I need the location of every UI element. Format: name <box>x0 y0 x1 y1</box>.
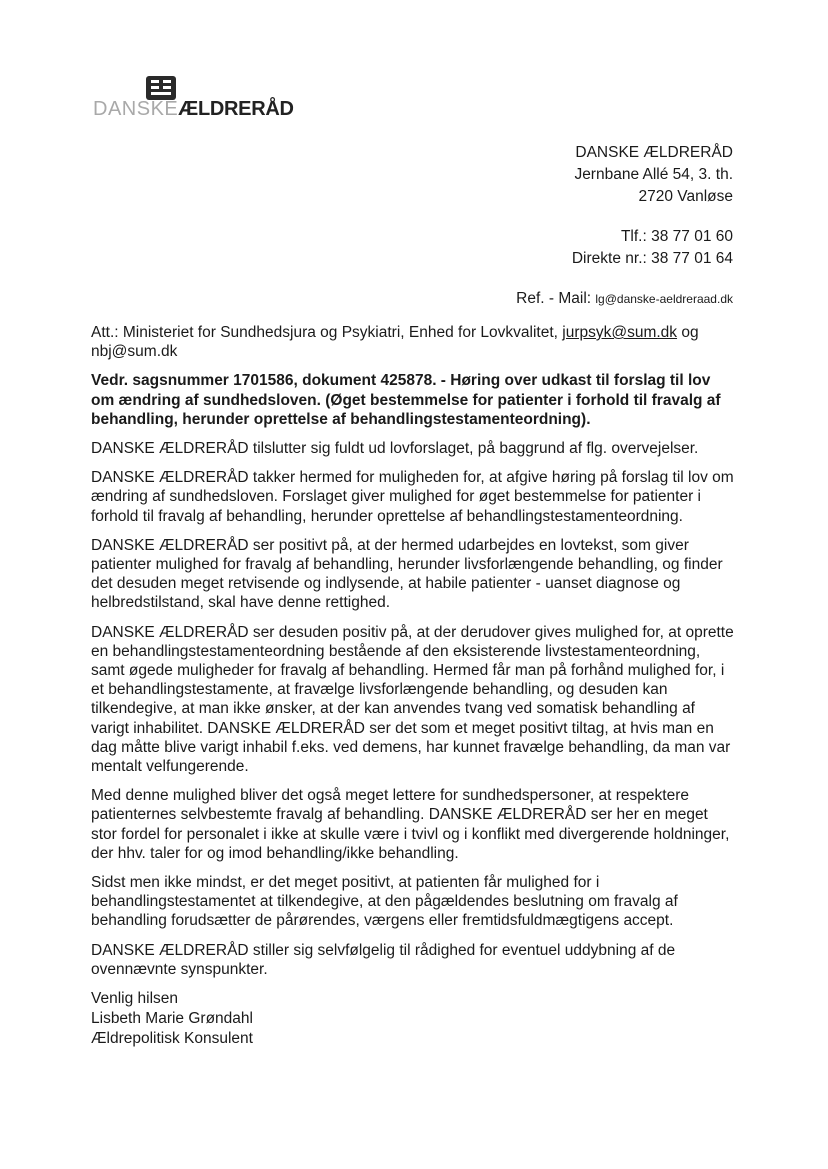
attention-email-link[interactable]: jurpsyk@sum.dk <box>562 324 678 341</box>
attention-line <box>91 323 736 361</box>
signature-block <box>91 989 736 1049</box>
letter-paragraph: DANSKE ÆLDRERÅD tilslutter sig fuldt ud lovforslaget, på baggrund af flg. overvejelser. <box>91 440 699 458</box>
reference-label: Ref. - Mail: <box>516 290 596 307</box>
letter-body <box>91 323 736 1049</box>
signer-name: Lisbeth Marie Grøndahl <box>91 1010 253 1028</box>
address-spacer <box>516 208 733 226</box>
sender-phone: Tlf.: 38 77 01 60 <box>620 228 733 245</box>
letter-paragraph: DANSKE ÆLDRERÅD takker hermed for muligheden for, at afgive høring på forslag til lov om ændring af sundhedsloven. Forslaget giver mulighed for øget bestemmelse for patienter i forhold til fravalg af behandling, herunder oprettelse af behandlingstestamenteordning. <box>91 469 734 525</box>
sender-direct-phone: Direkte nr.: 38 77 01 64 <box>571 250 733 267</box>
letter-paragraph: DANSKE ÆLDRERÅD stiller sig selvfølgelig til rådighed for eventuel uddybning af de ovennævnte synspunkter. <box>91 941 676 978</box>
letter-paragraph: DANSKE ÆLDRERÅD ser desuden positiv på, at der derudover gives mulighed for, at oprette en behandlingstestamenteordning bestående af den eksisterende livstestamenteordning, samt øgede muligheder for fravalg af behandling. Hermed får man på forhånd mulighed for, i et behandlingstestamente, at fravælge livsforlængende behandling, og desuden kan tilkendegive, at man ikke ønsker, at der kan anvendes tvang ved somatisk behandling af varigt inhabilitet. DANSKE ÆLDRERÅD ser det som et meget positivt tiltag, at hvis man en dag måtte blive varigt inhabil f.eks. ved demens, har kunnet fravælge behandling, da man var mentalt velfungerende. <box>91 623 734 776</box>
address-spacer <box>516 270 733 288</box>
sender-address-block <box>516 142 733 310</box>
logo-mark-icon <box>146 76 176 100</box>
sender-city: 2720 Vanløse <box>638 188 733 205</box>
logo-text-dark: ÆLDRERÅD <box>178 98 294 120</box>
reference-email[interactable]: lg@danske-aeldreraad.dk <box>595 292 733 306</box>
reference-line <box>516 288 733 310</box>
letter-subject: Vedr. sagsnummer 1701586, dokument 425878. - Høring over udkast til forslag til lov om ændring af sundhedsloven. (Øget bestemmelse for patienter i forhold til fravalg af behandling, herunder oprettelse af behandlingstestamenteordning). <box>91 372 721 428</box>
attention-prefix: Att.: Ministeriet for Sundhedsjura og Psykiatri, Enhed for Lovkvalitet, <box>91 324 563 341</box>
attention-suffix: og nbj@sum.dk <box>91 324 699 361</box>
signer-title: Ældrepolitisk Konsulent <box>91 1030 253 1048</box>
letter-paragraph: Med denne mulighed bliver det også meget lettere for sundhedspersoner, at respektere patienternes selvbestemte fravalg af behandling. DANSKE ÆLDRERÅD ser her en meget stor fordel for personalet i ikke at skulle være i tvivl og i konflikt med divergerende holdninger, der hhv. taler for og imod behandling/ikke behandling. <box>91 787 730 862</box>
closing-greeting: Venlig hilsen <box>91 990 179 1008</box>
logo-text-light: DANSKE <box>93 98 179 120</box>
letter-paragraph: Sidst men ikke mindst, er det meget positivt, at patienten får mulighed for i behandlingstestamentet at tilkendegive, at den pågældendes beslutning om fravalg af behandling forudsætter de pårørendes, værgens eller fremtidsfuldmægtigens accept. <box>91 874 678 930</box>
logo-wordmark <box>93 98 294 121</box>
sender-street: Jernbane Allé 54, 3. th. <box>574 166 733 183</box>
sender-org: DANSKE ÆLDRERÅD <box>575 144 733 161</box>
letter-paragraph: DANSKE ÆLDRERÅD ser positivt på, at der hermed udarbejdes en lovtekst, som giver patienter mulighed for fravalg af behandling, herunder livsforlængende behandling, og finder det desuden meget retvisende og indlysende, at habile patienter - uanset diagnose og helbredstilstand, skal have denne rettighed. <box>91 536 723 612</box>
